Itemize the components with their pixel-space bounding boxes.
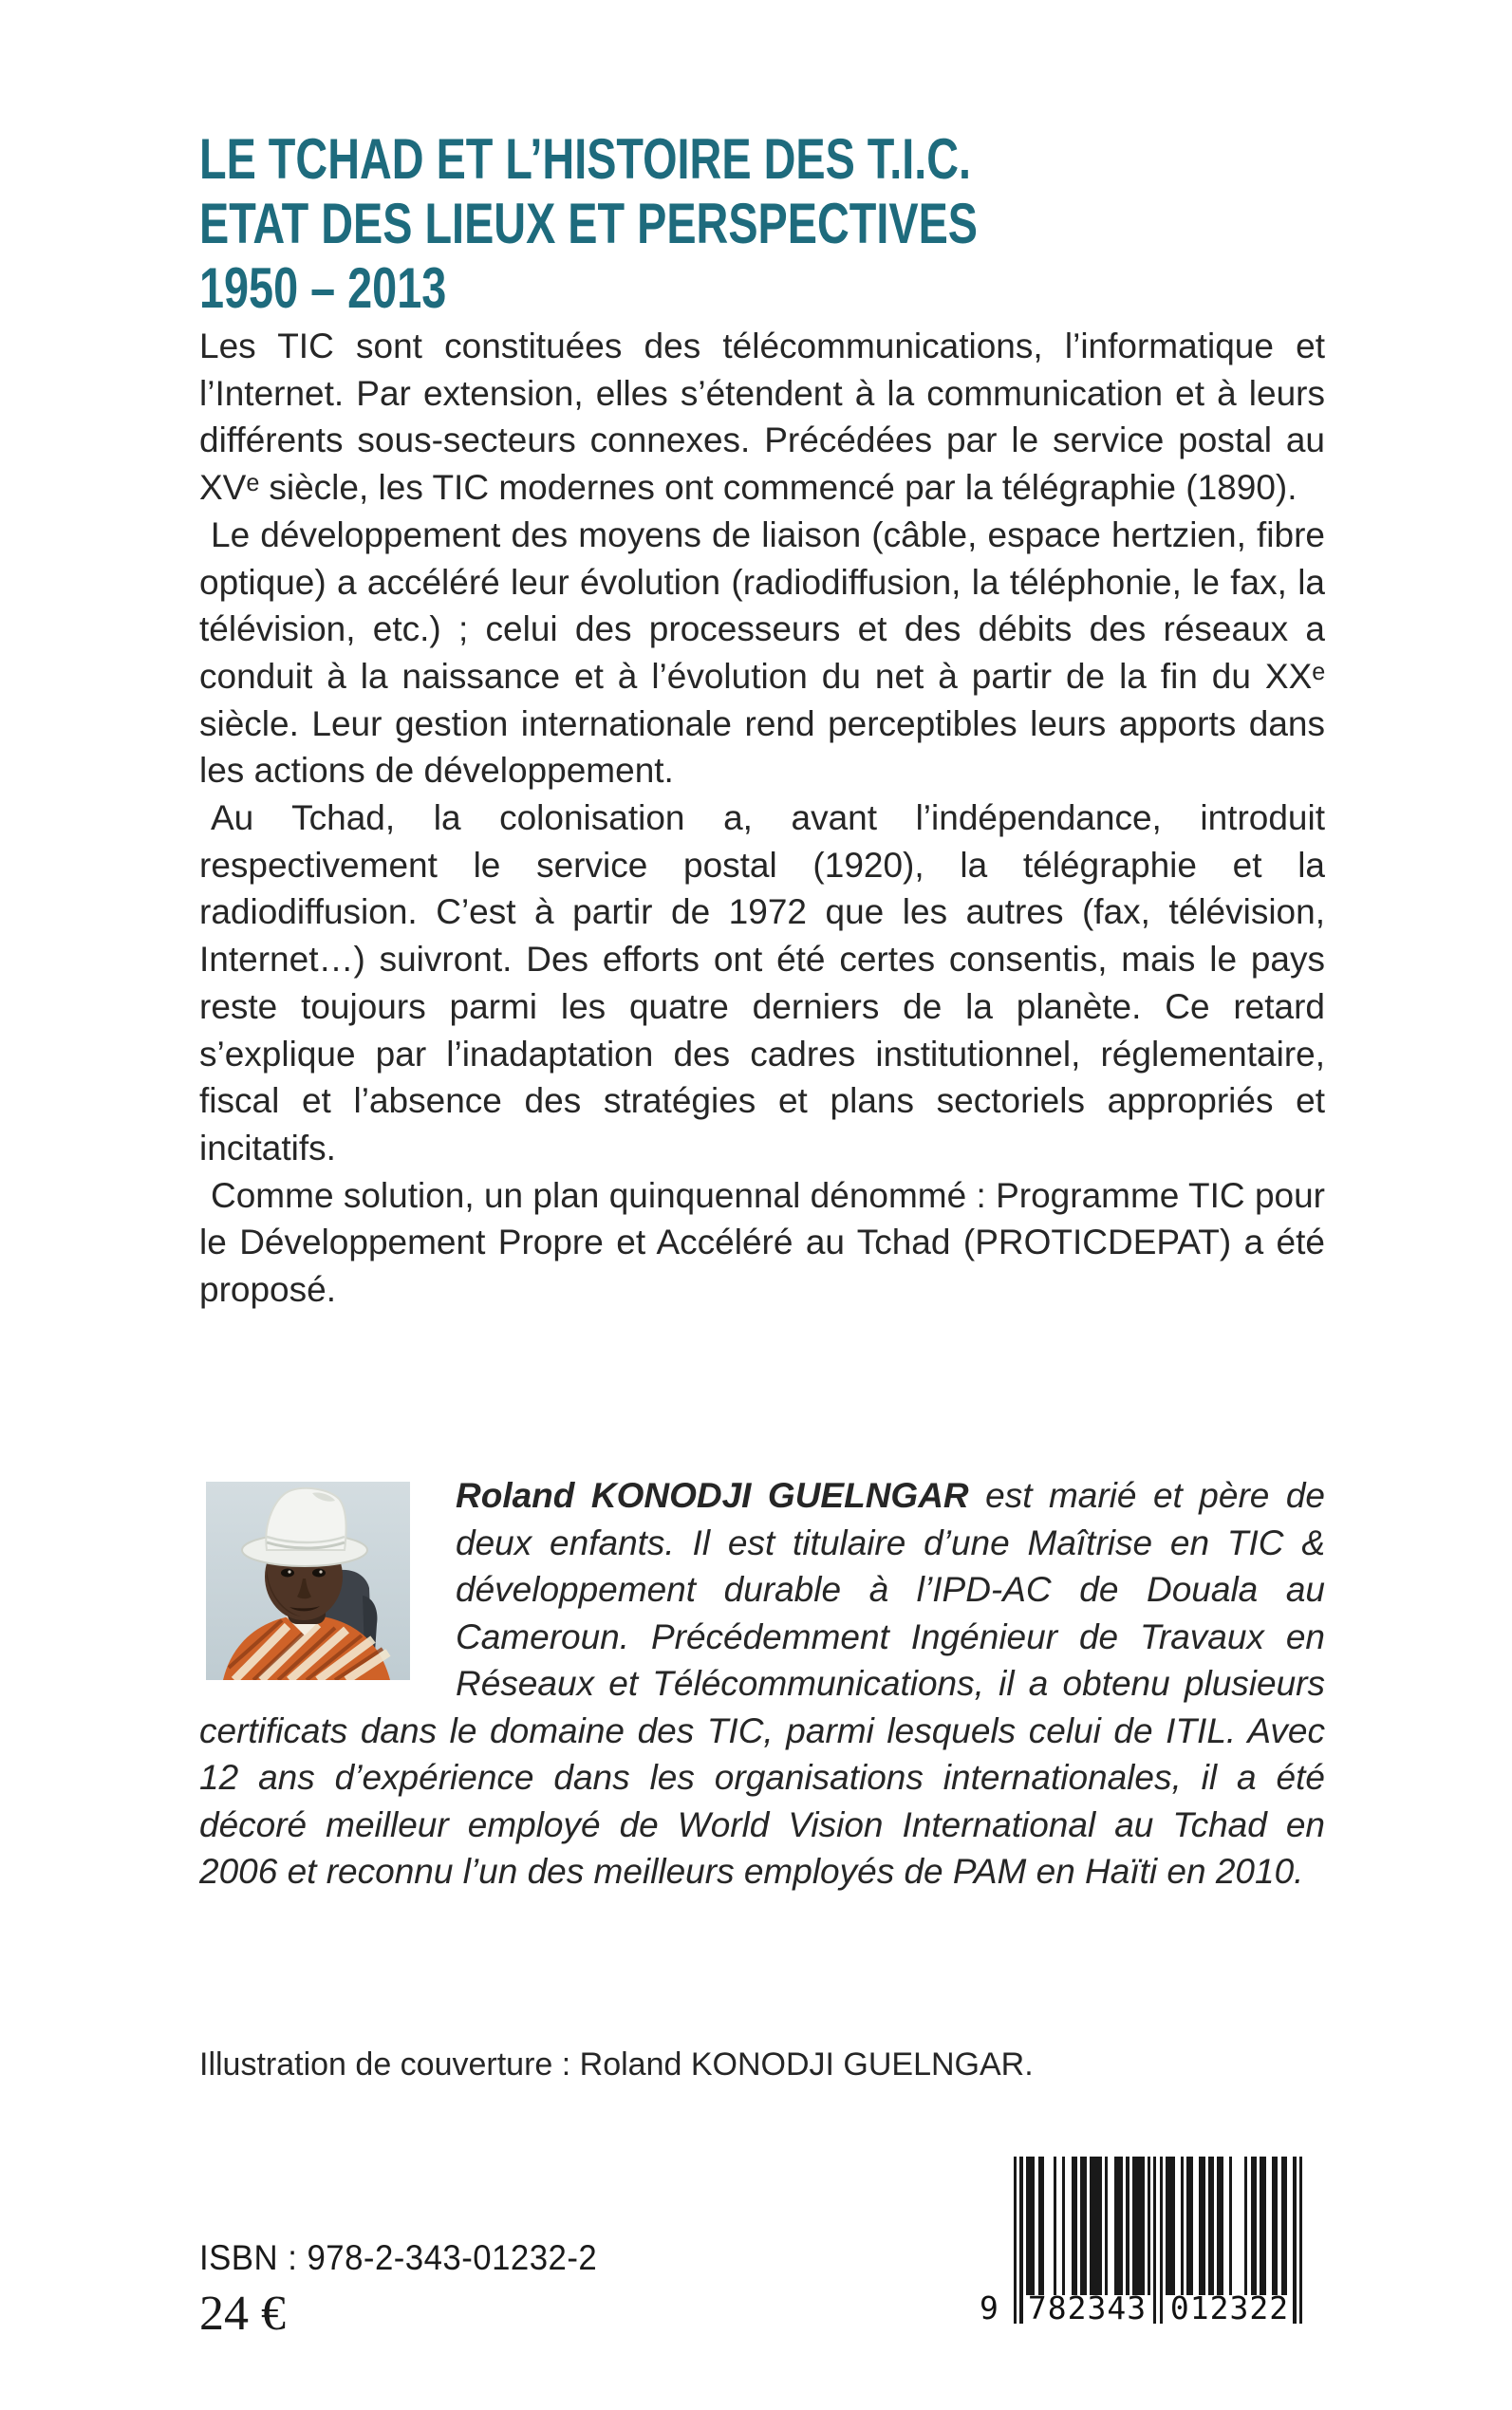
barcode — [980, 2157, 1302, 2326]
synopsis-paragraph-2: Le développement des moyens de liaison (câble, espace hertzien, fibre optique) a accéléré leur évolution (radiodiffusion, la téléphonie, le fax, la télévision, etc.) ; celui des processeurs et des débits des réseaux a conduit à la naissance et à l’évolution du net à partir de la fin du XXᵉ siècle. Leur gestion internationale rend perceptibles leurs apports dans les actions de développement. — [199, 514, 1325, 791]
price-text: 24 € — [199, 2287, 286, 2341]
barcode-digits-right: 012322 — [1169, 2289, 1290, 2326]
isbn-text: ISBN : 978-2-343-01232-2 — [199, 2238, 598, 2277]
author-bio-rest: est marié et père de deux enfants. Il est titulaire d’une Maîtrise en TIC & développement durable à l’IPD-AC de Douala au Cameroun. Précédemment Ingénieur de Travaux en Réseaux et Télécommunications, il a obtenu plusieurs certificats dans le domaine des TIC, parmi lesquels celui de ITIL. Avec 12 ans d’expérience dans les organisations internationales, il a été décoré meilleur employé de World Vision International au Tchad en 2006 et reconnu l’un des meilleurs employés de PAM en Haïti en 2010. — [199, 1476, 1325, 1891]
synopsis-paragraph-3: Au Tchad, la colonisation a, avant l’indépendance, introduit respectivement le service postal (1920), la télégraphie et la radiodiffusion. C’est à partir de 1972 que les autres (fax, télévision, Internet…) suivront. Des efforts ont été certes consentis, mais le pays reste toujours parmi les quatre derniers de la planète. Ce retard s’explique par l’inadaptation des cadres institutionnel, réglementaire, fiscal et l’absence des stratégies et plans sectoriels appropriés et incitatifs. — [199, 798, 1325, 1168]
barcode-digit-first: 9 — [980, 2289, 999, 2326]
author-portrait-illustration — [206, 1482, 410, 1680]
author-bio — [199, 1472, 1325, 1896]
book-title-line-2: ETAT DES LIEUX ET PERSPECTIVES — [199, 192, 979, 255]
book-title-years: 1950 – 2013 — [199, 256, 447, 320]
synopsis-paragraph-4: Comme solution, un plan quinquennal dénommé : Programme TIC pour le Développement Propre et Accéléré au Tchad (PROTICDEPAT) a été proposé. — [199, 1175, 1325, 1310]
author-photo — [206, 1482, 410, 1680]
cover-illustration-credit: Illustration de couverture : Roland KONODJI GUELNGAR. — [199, 2046, 1034, 2083]
synopsis — [199, 323, 1325, 1314]
barcode-digits-left: 782343 — [1027, 2289, 1148, 2326]
book-title — [199, 127, 1197, 321]
right-eye — [312, 1569, 326, 1578]
book-title-line-1: LE TCHAD ET L’HISTOIRE DES T.I.C. — [199, 127, 972, 191]
synopsis-paragraph-1: Les TIC sont constituées des télécommunications, l’informatique et l’Internet. Par extension, elles s’étendent à la communication et à leurs différents sous-secteurs connexes. Précédées par le service postal au XVᵉ siècle, les TIC modernes ont commencé par la télégraphie (1890). — [199, 327, 1325, 508]
author-name: Roland KONODJI GUELNGAR — [456, 1476, 969, 1515]
left-eye — [281, 1569, 294, 1578]
